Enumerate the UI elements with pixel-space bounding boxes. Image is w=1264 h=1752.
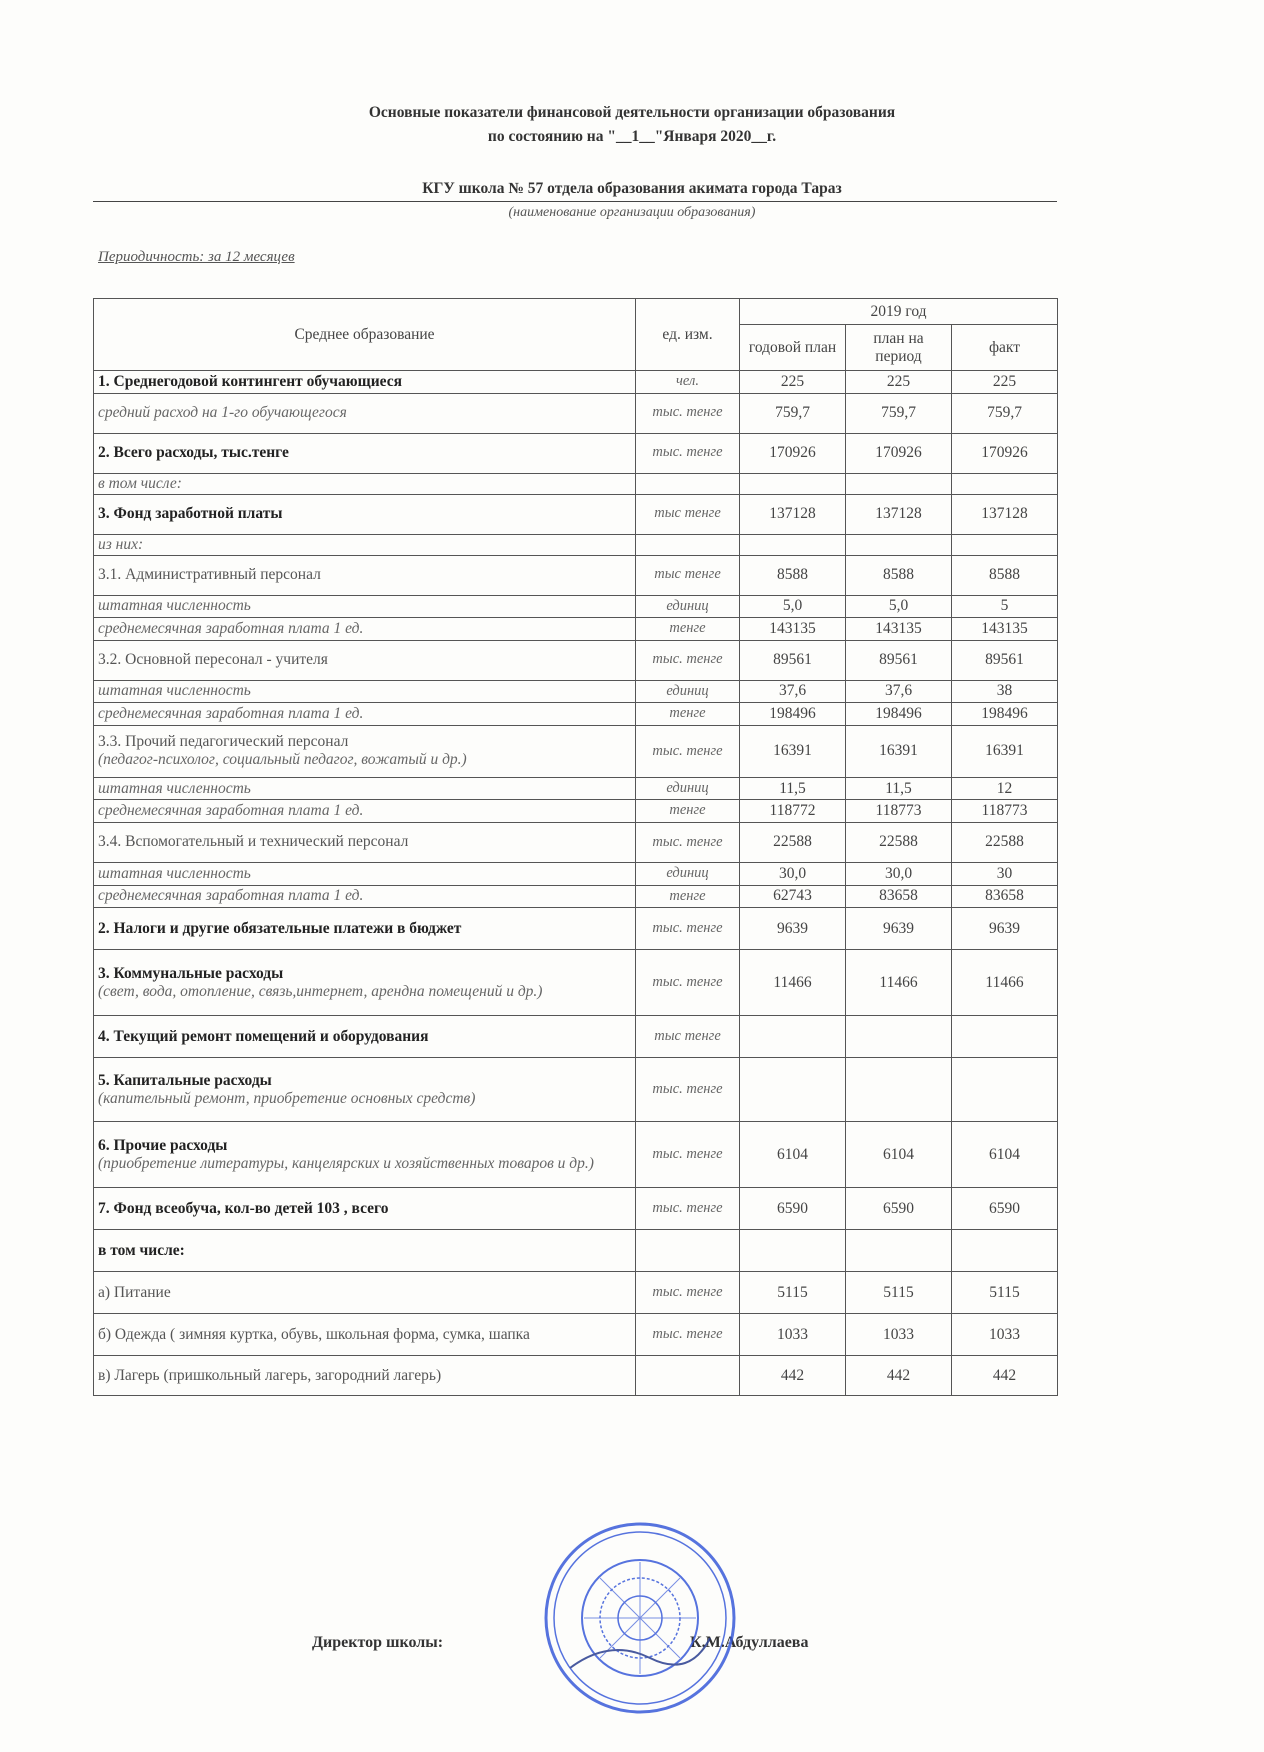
row-fact: 6104 (952, 1122, 1058, 1188)
row-fact: 83658 (952, 885, 1058, 908)
row-unit: тыс. тенге (636, 433, 740, 473)
row-annual-plan: 11,5 (740, 777, 846, 800)
table-row (94, 534, 1058, 555)
table-row (94, 822, 1058, 862)
row-label-text: 5. Капитальные расходы (98, 1071, 272, 1089)
row-unit: тыс. тенге (636, 950, 740, 1016)
row-label-text: в том числе: (98, 474, 182, 492)
row-label (94, 908, 636, 950)
periodicity: Периодичность: за 12 месяцев (98, 249, 295, 265)
row-unit: тыс. тенге (636, 908, 740, 950)
row-label-text: б) Одежда ( зимняя куртка, обувь, школьная форма, сумка, шапка (98, 1325, 530, 1343)
row-period-plan: 137128 (846, 494, 952, 534)
document-title-line1: Основные показатели финансовой деятельности организации образования (368, 104, 896, 121)
row-label (94, 800, 636, 823)
row-period-plan: 30,0 (846, 862, 952, 885)
row-period-plan: 16391 (846, 725, 952, 777)
table-row (94, 950, 1058, 1016)
row-fact: 198496 (952, 703, 1058, 726)
row-label-text: а) Питание (98, 1283, 171, 1301)
table-row (94, 371, 1058, 394)
row-annual-plan: 118772 (740, 800, 846, 823)
row-fact: 11466 (952, 950, 1058, 1016)
row-unit: тыс. тенге (636, 1188, 740, 1230)
row-unit (636, 1230, 740, 1272)
row-fact: 442 (952, 1356, 1058, 1396)
school-stamp-seal (540, 1518, 740, 1718)
row-unit: тенге (636, 703, 740, 726)
organization-caption: (наименование организации образования) (508, 205, 756, 220)
row-label (94, 595, 636, 618)
table-row (94, 680, 1058, 703)
row-label-text: 3. Фонд заработной платы (98, 505, 283, 523)
header-section: Среднее образование (94, 299, 636, 371)
row-period-plan: 170926 (846, 433, 952, 473)
header-year: 2019 год (740, 299, 1058, 325)
row-annual-plan: 442 (740, 1356, 846, 1396)
row-fact: 759,7 (952, 393, 1058, 433)
row-unit: тыс. тенге (636, 1314, 740, 1356)
row-label-text: штатная численность (98, 779, 251, 797)
table-row (94, 555, 1058, 595)
row-unit: тыс. тенге (636, 640, 740, 680)
row-label (94, 885, 636, 908)
row-annual-plan: 170926 (740, 433, 846, 473)
row-label (94, 371, 636, 394)
row-unit: тыс тенге (636, 1016, 740, 1058)
table-row (94, 725, 1058, 777)
row-fact (952, 534, 1058, 555)
row-label (94, 555, 636, 595)
row-label-text: в том числе: (98, 1241, 185, 1259)
table-row (94, 1272, 1058, 1314)
row-label-text: в) Лагерь (пришкольный лагерь, загородний лагерь) (98, 1366, 442, 1384)
row-period-plan: 11466 (846, 950, 952, 1016)
director-label: Директор школы: (312, 1634, 444, 1651)
row-unit: тыс. тенге (636, 1058, 740, 1122)
row-unit: единиц (636, 595, 740, 618)
table-row (94, 908, 1058, 950)
row-label-text: 3.4. Вспомогательный и технический персонал (98, 833, 409, 851)
row-annual-plan (740, 1230, 846, 1272)
row-unit: чел. (636, 371, 740, 394)
row-label (94, 534, 636, 555)
row-annual-plan: 89561 (740, 640, 846, 680)
row-label-text: штатная численность (98, 682, 251, 700)
row-annual-plan: 137128 (740, 494, 846, 534)
row-label (94, 950, 636, 1016)
row-unit: тыс. тенге (636, 725, 740, 777)
row-annual-plan: 5,0 (740, 595, 846, 618)
row-fact (952, 1058, 1058, 1122)
row-period-plan (846, 1016, 952, 1058)
row-annual-plan (740, 534, 846, 555)
table-row (94, 494, 1058, 534)
row-label (94, 1122, 636, 1188)
row-period-plan: 118773 (846, 800, 952, 823)
header-period-plan: план на период (846, 325, 952, 371)
row-label-text: из них: (98, 535, 144, 553)
table-row (94, 640, 1058, 680)
row-label-text: среднемесячная заработная плата 1 ед. (98, 705, 364, 723)
row-unit: единиц (636, 680, 740, 703)
row-fact: 16391 (952, 725, 1058, 777)
table-row (94, 885, 1058, 908)
row-annual-plan: 198496 (740, 703, 846, 726)
row-period-plan: 225 (846, 371, 952, 394)
row-note: (приобретение литературы, канцелярских и хозяйственных товаров и др.) (98, 1154, 594, 1172)
row-note: (педагог-психолог, социальный педагог, вожатый и др.) (98, 751, 467, 769)
row-unit: тыс. тенге (636, 393, 740, 433)
row-unit: тыс тенге (636, 494, 740, 534)
table-row (94, 703, 1058, 726)
row-label (94, 1188, 636, 1230)
table-row (94, 473, 1058, 494)
row-unit (636, 534, 740, 555)
row-fact: 89561 (952, 640, 1058, 680)
row-annual-plan: 16391 (740, 725, 846, 777)
row-annual-plan (740, 1058, 846, 1122)
row-fact: 137128 (952, 494, 1058, 534)
row-period-plan: 6590 (846, 1188, 952, 1230)
table-row (94, 433, 1058, 473)
row-period-plan (846, 473, 952, 494)
table-row (94, 1122, 1058, 1188)
row-label-text: 4. Текущий ремонт помещений и оборудования (98, 1027, 429, 1045)
header-annual-plan: годовой план (740, 325, 846, 371)
row-fact: 143135 (952, 618, 1058, 641)
organization-name: КГУ школа № 57 отдела образования акимата города Тараз (422, 180, 842, 197)
row-fact: 9639 (952, 908, 1058, 950)
table-row (94, 862, 1058, 885)
row-label-text: 3.2. Основной пересонал - учителя (98, 651, 328, 669)
row-fact: 30 (952, 862, 1058, 885)
row-period-plan: 9639 (846, 908, 952, 950)
row-label (94, 703, 636, 726)
row-fact: 22588 (952, 822, 1058, 862)
row-unit: тыс. тенге (636, 822, 740, 862)
row-note: (капительный ремонт, приобретение основных средств) (98, 1089, 476, 1107)
row-period-plan: 5115 (846, 1272, 952, 1314)
row-label-text: 3.1. Административный персонал (98, 566, 321, 584)
row-label-text: 7. Фонд всеобуча, кол-во детей 103 , всего (98, 1199, 389, 1217)
row-unit: тенге (636, 885, 740, 908)
row-fact: 8588 (952, 555, 1058, 595)
row-fact (952, 1016, 1058, 1058)
row-label-text: 2. Налоги и другие обязательные платежи в бюджет (98, 919, 462, 937)
row-label-text: 3.3. Прочий педагогический персонал (98, 733, 349, 751)
row-label-text: 2. Всего расходы, тыс.тенге (98, 444, 289, 462)
row-annual-plan (740, 1016, 846, 1058)
table-row (94, 618, 1058, 641)
row-period-plan: 11,5 (846, 777, 952, 800)
row-annual-plan: 6590 (740, 1188, 846, 1230)
row-label (94, 494, 636, 534)
row-label-text: 3. Коммунальные расходы (98, 964, 284, 982)
row-period-plan: 5,0 (846, 595, 952, 618)
row-unit: тыс. тенге (636, 1122, 740, 1188)
row-fact: 118773 (952, 800, 1058, 823)
table-row (94, 595, 1058, 618)
row-fact: 5115 (952, 1272, 1058, 1314)
row-period-plan: 6104 (846, 1122, 952, 1188)
row-period-plan: 759,7 (846, 393, 952, 433)
director-name: К.М.Абдуллаева (690, 1634, 809, 1651)
row-period-plan: 198496 (846, 703, 952, 726)
row-label (94, 640, 636, 680)
row-period-plan (846, 1058, 952, 1122)
row-period-plan: 37,6 (846, 680, 952, 703)
row-label-text: средний расход на 1-го обучающегося (98, 404, 347, 422)
row-annual-plan (740, 473, 846, 494)
row-label (94, 725, 636, 777)
row-period-plan: 89561 (846, 640, 952, 680)
row-label (94, 1272, 636, 1314)
row-label (94, 1314, 636, 1356)
row-unit (636, 1356, 740, 1396)
row-label-text: среднемесячная заработная плата 1 ед. (98, 887, 364, 905)
row-label-text: среднемесячная заработная плата 1 ед. (98, 619, 364, 637)
row-period-plan: 22588 (846, 822, 952, 862)
row-fact: 12 (952, 777, 1058, 800)
row-fact (952, 1230, 1058, 1272)
table-row (94, 1356, 1058, 1396)
row-annual-plan: 6104 (740, 1122, 846, 1188)
row-fact: 170926 (952, 433, 1058, 473)
row-unit: тенге (636, 800, 740, 823)
row-period-plan: 83658 (846, 885, 952, 908)
document-title-line2: по состоянию на "__1__"Января 2020__г. (487, 128, 777, 145)
row-unit: тыс тенге (636, 555, 740, 595)
row-unit: тенге (636, 618, 740, 641)
row-period-plan: 442 (846, 1356, 952, 1396)
row-annual-plan: 1033 (740, 1314, 846, 1356)
row-label (94, 862, 636, 885)
table-row (94, 1314, 1058, 1356)
row-label-text: штатная численность (98, 864, 251, 882)
table-row (94, 1058, 1058, 1122)
row-period-plan: 8588 (846, 555, 952, 595)
row-fact: 225 (952, 371, 1058, 394)
row-fact: 1033 (952, 1314, 1058, 1356)
table-row (94, 1188, 1058, 1230)
row-label (94, 393, 636, 433)
row-label (94, 473, 636, 494)
row-label (94, 1016, 636, 1058)
table-row (94, 800, 1058, 823)
row-unit: единиц (636, 862, 740, 885)
table-row (94, 1230, 1058, 1272)
row-annual-plan: 8588 (740, 555, 846, 595)
row-label (94, 777, 636, 800)
row-label (94, 1356, 636, 1396)
row-annual-plan: 9639 (740, 908, 846, 950)
row-label (94, 680, 636, 703)
row-label-text: 6. Прочие расходы (98, 1136, 228, 1154)
row-fact (952, 473, 1058, 494)
row-annual-plan: 11466 (740, 950, 846, 1016)
row-label-text: штатная численность (98, 597, 251, 615)
financial-indicators-table (93, 298, 1058, 1396)
row-annual-plan: 22588 (740, 822, 846, 862)
row-period-plan (846, 534, 952, 555)
table-row (94, 777, 1058, 800)
org-underline (93, 201, 1057, 202)
header-unit: ед. изм. (636, 299, 740, 371)
row-label (94, 822, 636, 862)
row-annual-plan: 62743 (740, 885, 846, 908)
row-period-plan (846, 1230, 952, 1272)
row-fact: 38 (952, 680, 1058, 703)
row-annual-plan: 143135 (740, 618, 846, 641)
table-row (94, 1016, 1058, 1058)
row-label (94, 433, 636, 473)
row-note: (свет, вода, отопление, связь,интернет, арендна помещений и др.) (98, 982, 543, 1000)
row-annual-plan: 37,6 (740, 680, 846, 703)
row-annual-plan: 5115 (740, 1272, 846, 1314)
row-period-plan: 1033 (846, 1314, 952, 1356)
row-unit: тыс. тенге (636, 1272, 740, 1314)
row-label-text: среднемесячная заработная плата 1 ед. (98, 802, 364, 820)
row-label (94, 618, 636, 641)
row-unit: единиц (636, 777, 740, 800)
row-unit (636, 473, 740, 494)
row-annual-plan: 225 (740, 371, 846, 394)
row-fact: 5 (952, 595, 1058, 618)
row-label (94, 1058, 636, 1122)
row-label-text: 1. Среднегодовой контингент обучающиеся (98, 372, 402, 390)
row-annual-plan: 30,0 (740, 862, 846, 885)
table-row (94, 393, 1058, 433)
row-period-plan: 143135 (846, 618, 952, 641)
row-annual-plan: 759,7 (740, 393, 846, 433)
row-label (94, 1230, 636, 1272)
row-fact: 6590 (952, 1188, 1058, 1230)
header-fact: факт (952, 325, 1058, 371)
